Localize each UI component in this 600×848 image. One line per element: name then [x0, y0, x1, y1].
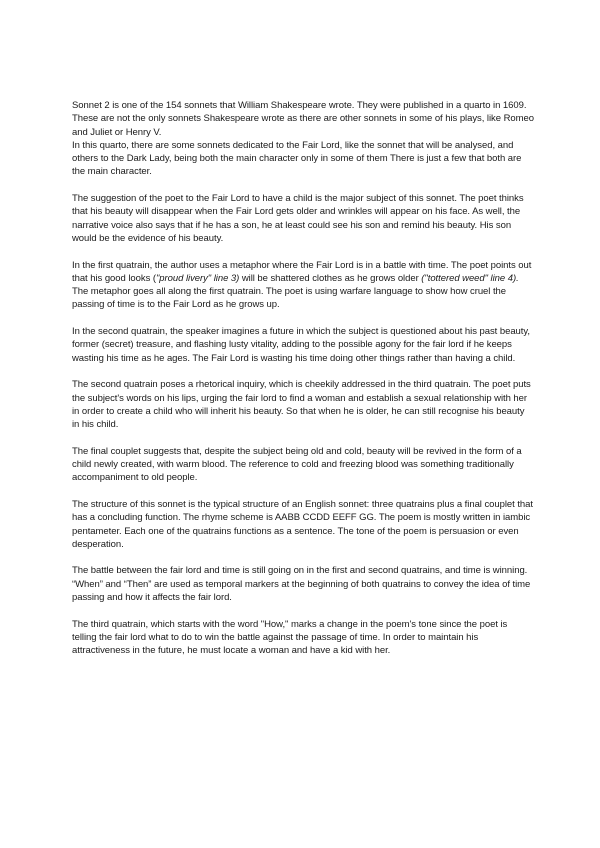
paragraph-rhetorical-inquiry: The second quatrain poses a rhetorical inquiry, which is cheekily addressed in the third quatrain. The poet puts the subject's words on his lips, urging the fair lord to find a woman and establish a sexual relationship with her in order to create a child who will inherit his beauty. So that when he is older, he can still recognise his beauty in his child. — [72, 379, 531, 431]
paragraph-structure: The structure of this sonnet is the typical structure of an English sonnet: three quatrains plus a final couplet that has a concluding function. The rhyme scheme is AABB CCDD EEFF GG. The poem is mostly written in iambic pentameter. Each one of the quatrains functions as a sentence. The tone of the poem is persuasion or even desperation. — [72, 498, 533, 550]
paragraph-quarto: In this quarto, there are some sonnets dedicated to the Fair Lord, like the sonnet that will be analysed, and others to the Dark Lady, being both the main character only in some of them There is just a few that both are the main character. — [72, 139, 522, 178]
paragraph-second-quatrain: In the second quatrain, the speaker imagines a future in which the subject is questioned about his past beauty, former (secret) treasure, and flashing lusty vitality, adding to the possible agony for the fair lord if he keeps wasting his time as he ages. The Fair Lord is wasting his time doing other things rather than having a child. — [72, 326, 530, 364]
paragraph-third-quatrain: The third quatrain, which starts with the word "How," marks a change in the poem's tone since the poet is telling the fair lord what to do to win the battle against the passage of time. In order to maintain his attractiveness in the future, he must locate a woman and have a kid with her. — [72, 618, 508, 657]
text-run: The metaphor goes all along the first quatrain. The poet is using warfare language to show how cruel the passing of time is to the Fair Lord as he grows up. — [72, 286, 506, 311]
quote-tottered-weed: ("tottered weed" line 4). — [421, 272, 519, 284]
paragraph-subject: The suggestion of the poet to the Fair Lord to have a child is the major subject of this sonnet. The poet thinks that his beauty will disappear when the Fair Lord gets older and wrinkles will appear on his face. As well, the narrative voice also says that if he has a son, he at least could see his son and remind his beauty. His son would be the evidence of his beauty. — [72, 193, 524, 244]
text-run: will be shattered clothes as he grows older — [239, 272, 422, 284]
paragraph-intro: Sonnet 2 is one of the 154 sonnets that William Shakespeare wrote. They were published in a quarto in 1609. These are not the only sonnets Shakespeare wrote as there are other sonnets in some of his plays, like Romeo and Juliet or Henry V. — [72, 100, 534, 138]
quote-proud-livery: "proud livery" line 3) — [155, 272, 240, 284]
paragraph-battle: The battle between the fair lord and time is still going on in the first and second quatrains, and time is winning. “When” and “Then” are used as temporal markers at the beginning of both quatrains to convey the idea of time passing and how it affects the fair lord. — [72, 565, 531, 603]
paragraph-final-couplet: The final couplet suggests that, despite the subject being old and cold, beauty will be revived in the form of a child newly created, with warm blood. The reference to cold and freezing blood was something traditionally accompaniment to old people. — [72, 445, 522, 484]
text-run: In the first quatrain, the author uses a metaphor where the Fair Lord is in a battle with time. The poet points out that his good looks ( — [72, 259, 532, 284]
document-page — [72, 99, 534, 671]
paragraph-first-quatrain — [72, 259, 534, 312]
